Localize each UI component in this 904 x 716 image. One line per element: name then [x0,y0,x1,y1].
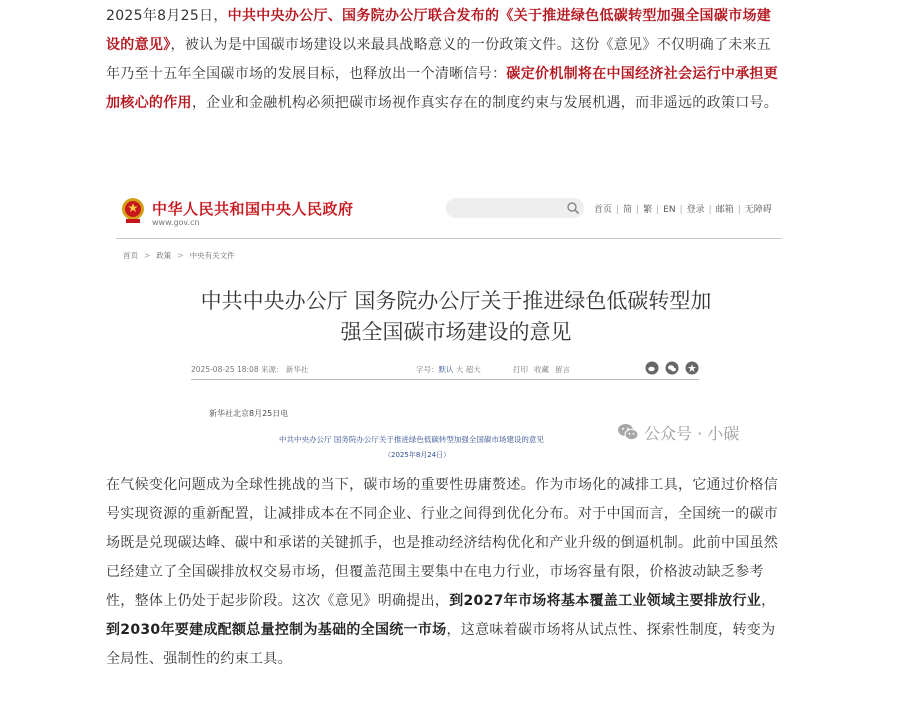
news-dateline: 新华社北京8月25日电 [209,409,289,418]
breadcrumb: 首页 > 政策 > 中央有关文件 [123,251,235,260]
message-button[interactable]: 留言 [555,365,570,374]
article-meta [191,361,699,377]
highlight-carbon-pricing: 碳定价机制将在中国经济社会运行中承担更加核心的作用 [106,66,779,111]
intro-paragraph [106,2,782,118]
qzone-share-icon[interactable] [685,361,699,375]
text-body-end: ，这意味着碳市场将从试点性、探索性制度，转变为全局性、强制性的约束工具。 [106,622,776,667]
wechat-share-icon[interactable] [665,361,679,375]
highlight-2027-goal: 到2027年市场将基本覆盖工业领域主要排放行业 [449,593,762,609]
publish-info: 2025-08-25 18:08 来源： 新华社 [191,365,309,374]
nav-english[interactable]: EN [663,205,676,215]
article-title-line1: 中共中央办公厅 国务院办公厅关于推进绿色低碳转型加 [200,289,712,313]
wechat-logo-icon [617,422,639,442]
text-date: 2025年8月25日， [106,8,228,24]
nav-home[interactable]: 首页 [594,205,613,215]
nav-mailbox[interactable]: 邮箱 [715,205,734,215]
text-body: ，被认为是中国碳市场建设以来最具战略意义的一份政策文件。这份《意见》不仅明确了未来五年乃至十五年全国碳市场的发展目标，也释放出一个清晰信号： [106,37,772,82]
watermark-text: 公众号 · 小碳 [644,424,740,443]
font-size-large[interactable]: 大 [455,365,464,374]
meta-divider [191,379,699,380]
article-title [106,286,806,348]
breadcrumb-central-docs[interactable]: 中央有关文件 [189,251,235,260]
nav-traditional[interactable]: 繁 [643,205,653,215]
search-icon[interactable] [566,201,580,215]
breadcrumb-home[interactable]: 首页 [123,251,138,260]
print-button[interactable]: 打印 [513,365,528,374]
font-size-xlarge[interactable]: 超大 [465,365,481,374]
font-size-default[interactable]: 默认 [438,365,454,374]
nav-accessibility[interactable]: 无障碍 [744,205,772,215]
top-nav: 首页 | 简 | 繁 | EN | 登录 | 邮箱 | 无障碍 [594,205,772,215]
search-input[interactable] [446,198,584,218]
document-title: 中共中央办公厅 国务院办公厅关于推进绿色低碳转型加强全国碳市场建设的意见 [279,435,544,444]
weibo-share-icon[interactable] [645,361,659,375]
text-body-end: ，企业和金融机构必须把碳市场视作真实存在的制度约束与发展机遇，而非遥远的政策口号。 [191,95,779,111]
article-title-line2: 强全国碳市场建设的意见 [340,320,572,344]
nav-simplified[interactable]: 简 [623,205,633,215]
national-emblem-icon [121,196,145,224]
highlight-policy-title: 中共中央办公厅、国务院办公厅联合发布的《关于推进绿色低碳转型加强全国碳市场建设的意见》 [106,8,772,53]
article-tools [513,364,576,375]
site-url: www.gov.cn [152,218,200,227]
favorite-button[interactable]: 收藏 [534,365,549,374]
nav-login[interactable]: 登录 [686,205,705,215]
text-body: 在气候变化问题成为全球性挑战的当下，碳市场的重要性毋庸赘述。作为市场化的减排工具，它通过价格信号实现资源的重新配置，让减排成本在不同企业、行业之间得到优化分布。对于中国而言，全国统一的碳市场既是兑现碳达峰、碳中和承诺的关键抓手，也是推动经济结构优化和产业升级的倒逼机制。此前中国虽然已经建立了全国碳排放权交易市场，但覆盖范围主要集中在电力行业，市场容量有限，价格波动缺乏参考性，整体上仍处于起步阶段。这次《意见》明确提出， [106,477,779,609]
font-size-switcher: 字号：默认 大 超大 [416,365,481,374]
site-name: 中华人民共和国中央人民政府 [152,200,354,218]
breadcrumb-policy[interactable]: 政策 [156,251,172,260]
highlight-2030-goal: 到2030年要建成配额总量控制为基础的全国统一市场 [106,622,447,638]
header-divider [116,238,782,239]
body-paragraph: 在气候变化问题成为全球性挑战的当下，碳市场的重要性毋庸赘述。作为市场化的减排工具，它通过价格信号实现资源的重新配置，让减排成本在不同企业、行业之间得到优化分布。对于中国而言，全国统一的碳市场既是兑现碳达峰、碳中和承诺的关键抓手，也是推动经济结构优化和产业升级的倒逼机制。此前中国虽然已经建立了全国碳排放权交易市场，但覆盖范围主要集中在电力行业，市场容量有限，价格波动缺乏参考性，整体上仍处于起步阶段。这次《意见》明确提出，到2027年市场将基本覆盖工业领域主要排放行业，到2030年要建成配额总量控制为基础的全国统一市场，这意味着碳市场将从试点性、探索性制度，转变为全局性、强制性的约束工具。 [106,477,779,667]
document-date: （2025年8月24日） [384,451,451,459]
wechat-watermark [617,420,767,446]
